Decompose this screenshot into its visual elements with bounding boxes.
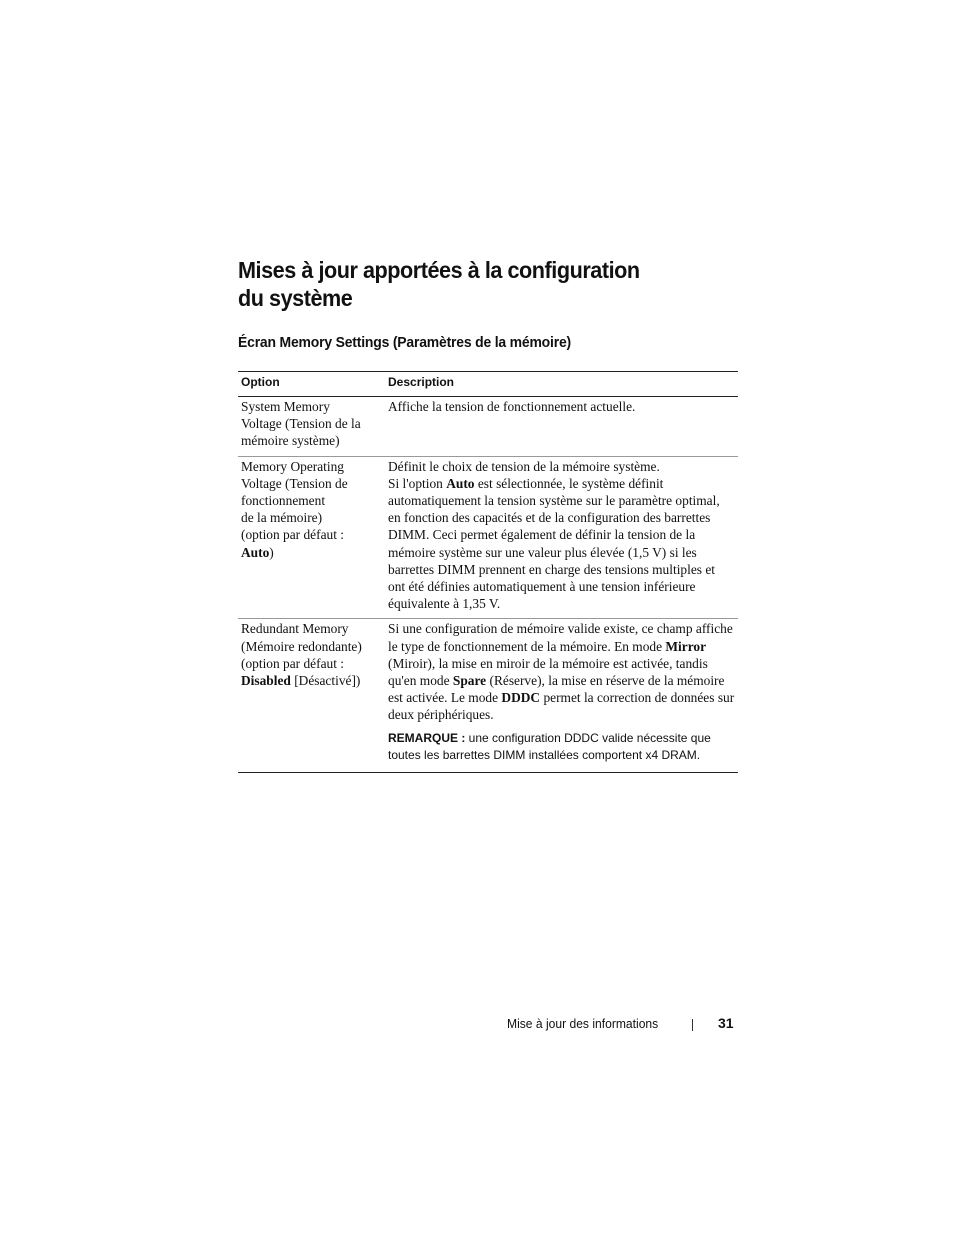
description-fragment: (Miroir), la mise en miroir de la mémoire est activée, tandis qu'en mode bbox=[388, 655, 708, 689]
table-header-row bbox=[238, 372, 738, 397]
column-header-option: Option bbox=[238, 372, 385, 397]
description-fragment: (Réserve), la mise en réserve de la mémoire est activée. Le mode bbox=[388, 673, 725, 706]
table-row bbox=[238, 397, 738, 457]
page-title-line-1: Mises à jour apportées à la configuration bbox=[238, 257, 640, 283]
option-line: (Mémoire redondante) bbox=[241, 638, 362, 654]
option-cell bbox=[238, 397, 385, 457]
option-line: mémoire système) bbox=[241, 433, 340, 449]
footer-divider bbox=[692, 1019, 693, 1031]
option-line: Redundant Memory bbox=[241, 621, 349, 637]
page-title bbox=[238, 256, 716, 312]
option-line: Voltage (Tension de bbox=[241, 475, 348, 491]
option-cell bbox=[238, 619, 385, 772]
table-row bbox=[238, 456, 738, 619]
description-fragment: Si une configuration de mémoire valide existe, ce champ affiche le type de fonctionnement de la mémoire. En mode bbox=[388, 621, 733, 654]
description-keyword: Mirror bbox=[665, 638, 707, 654]
table-row bbox=[238, 619, 738, 772]
description-text: Affiche la tension de fonctionnement actuelle. bbox=[388, 399, 636, 414]
description-cell bbox=[385, 397, 738, 457]
option-default-line bbox=[241, 672, 382, 689]
description-text bbox=[388, 475, 735, 613]
description-keyword: DDDC bbox=[501, 690, 541, 706]
note-text: une configuration DDDC valide nécessite que toutes les barrettes DIMM installées comportent x4 DRAM. bbox=[388, 730, 711, 762]
footer-chapter-title: Mise à jour des informations bbox=[507, 1016, 659, 1031]
option-default-tail: [Désactivé]) bbox=[290, 673, 361, 689]
section-title: Écran Memory Settings (Paramètres de la mémoire) bbox=[238, 334, 571, 351]
option-line: (option par défaut : bbox=[241, 527, 344, 543]
option-line: (option par défaut : bbox=[241, 655, 344, 671]
description-fragment: est sélectionnée, le système définit automatiquement la tension système sur le paramètre optimal, en fonction des capacités et de la configuration des barrettes DIMM. Ceci permet également de définir la tension de la mémoire système sur une valeur plus élevée (1,5 V) si les barrettes DIMM prennent en charge des tensions multiples et ont été définies automatiquement à une tension inférieure équivalente à 1,35 V. bbox=[388, 475, 720, 612]
description-fragment: permet la correction de données sur deux périphériques. bbox=[388, 690, 735, 723]
note-label: REMARQUE : bbox=[388, 730, 466, 745]
description-cell bbox=[385, 456, 738, 619]
option-default-line bbox=[241, 544, 382, 561]
option-line: de la mémoire) bbox=[241, 510, 323, 526]
description-keyword: Spare bbox=[452, 673, 487, 689]
option-default-value: Auto bbox=[241, 544, 270, 560]
option-line: fonctionnement bbox=[241, 493, 326, 509]
description-text: Définit le choix de tension de la mémoire système. bbox=[388, 458, 660, 474]
option-line: Memory Operating bbox=[241, 458, 345, 474]
column-header-description: Description bbox=[385, 372, 738, 397]
option-line: System Memory bbox=[241, 399, 330, 414]
option-cell bbox=[238, 456, 385, 619]
description-cell bbox=[385, 619, 738, 772]
page-title-line-2: du système bbox=[238, 285, 353, 311]
note bbox=[388, 730, 735, 764]
description-fragment: Si l'option bbox=[388, 475, 447, 491]
page-number: 31 bbox=[718, 1015, 734, 1031]
option-line: Voltage (Tension de la bbox=[241, 416, 361, 432]
description-keyword: Auto bbox=[446, 475, 475, 491]
description-text bbox=[388, 620, 735, 723]
memory-settings-table bbox=[238, 371, 738, 773]
option-default-value: Disabled bbox=[241, 673, 291, 689]
option-default-tail: ) bbox=[269, 544, 274, 560]
